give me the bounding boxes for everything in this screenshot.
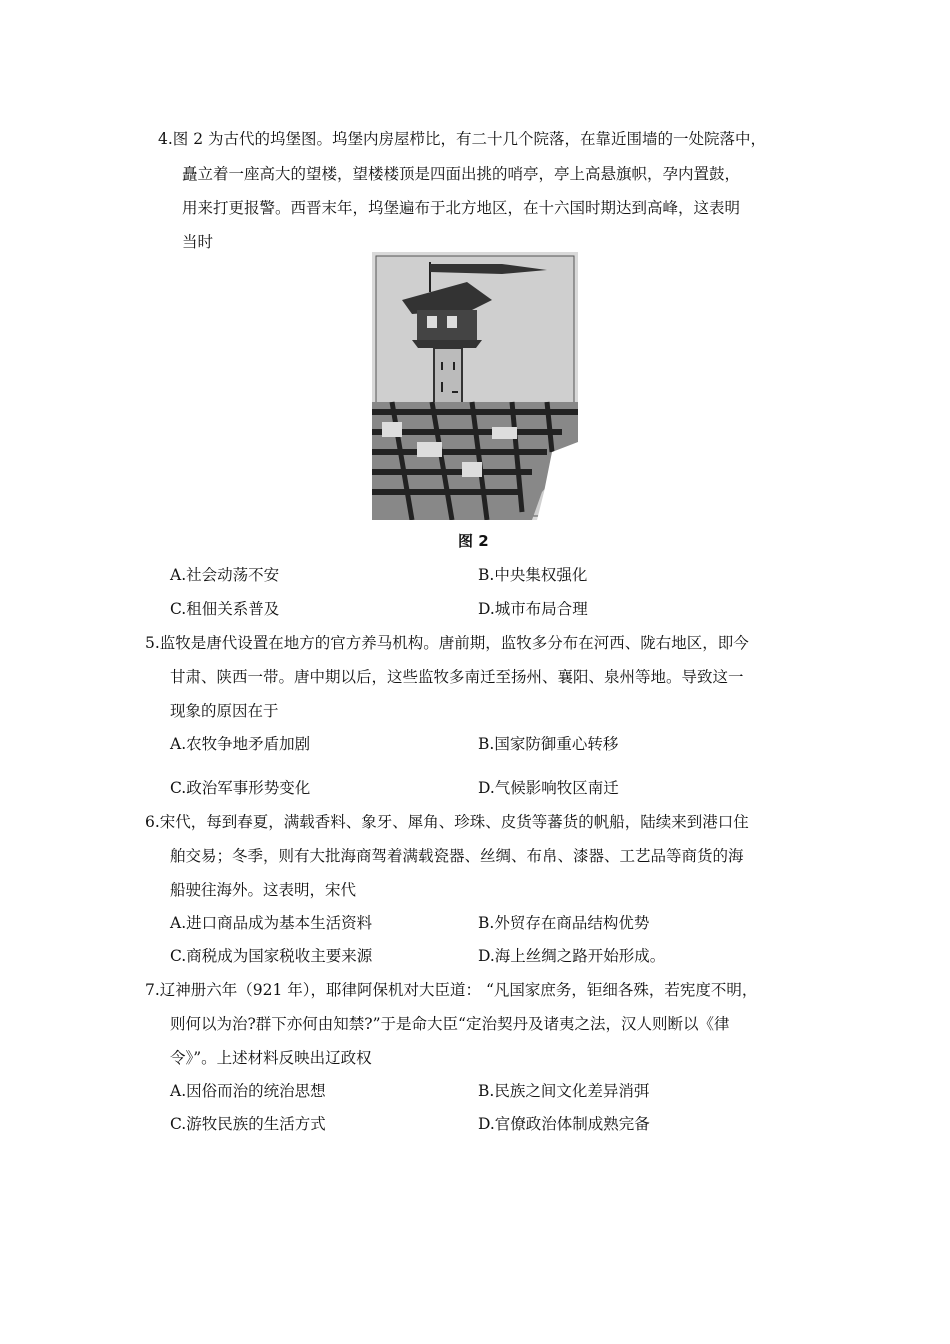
q5-option-d[interactable]: D.气候影响牧区南迁 — [478, 779, 619, 797]
q6-option-b[interactable]: B.外贸存在商品结构优势 — [478, 914, 650, 932]
q4-line-1: 4.图 2 为古代的坞堡图。坞堡内房屋栉比，有二十几个院落，在靠近围墙的一处院落中， — [158, 130, 767, 148]
q4-line-3: 用来打更报警。西晋末年，坞堡遍布于北方地区，在十六国时期达到高峰，这表明 — [182, 199, 741, 217]
q7-option-b[interactable]: B.民族之间文化差异消弭 — [478, 1082, 650, 1100]
q6-line-1: 6.宋代，每到春夏，满载香料、象牙、犀角、珍珠、皮货等蕃货的帆船，陆续来到港口住 — [145, 813, 749, 831]
q7-line-2: 则何以为治?群下亦何由知禁?”于是命大臣“定治契丹及诸夷之法，汉人则断以《律 — [170, 1015, 730, 1033]
q6-line-2: 舶交易；冬季，则有大批海商驾着满载瓷器、丝绸、布帛、漆器、工艺品等商货的海 — [170, 847, 744, 865]
q6-option-c[interactable]: C.商税成为国家税收主要来源 — [170, 947, 373, 965]
q4-line-2: 矗立着一座高大的望楼，望楼楼顶是四面出挑的哨亭，亭上高悬旗帜，孕内置鼓， — [182, 165, 741, 183]
q5-line-1: 5.监牧是唐代设置在地方的官方养马机构。唐前期，监牧多分布在河西、陇右地区，即今 — [145, 634, 749, 652]
q7-option-a[interactable]: A.因俗而治的统治思想 — [170, 1082, 326, 1100]
q5-option-a[interactable]: A.农牧争地矛盾加剧 — [170, 735, 311, 753]
q4-option-c[interactable]: C.租佃关系普及 — [170, 600, 280, 618]
q6-line-3: 船驶往海外。这表明，宋代 — [170, 881, 357, 899]
q4-option-d[interactable]: D.城市布局合理 — [478, 600, 588, 618]
q5-line-2: 甘肃、陕西一带。唐中期以后，这些监牧多南迁至扬州、襄阳、泉州等地。导致这一 — [170, 668, 744, 686]
q7-line-3: 令》”。上述材料反映出辽政权 — [170, 1049, 372, 1067]
q6-option-d[interactable]: D.海上丝绸之路开始形成。 — [478, 947, 666, 965]
q7-option-c[interactable]: C.游牧民族的生活方式 — [170, 1115, 326, 1133]
watchtower-illustration — [372, 252, 578, 520]
q4-line-4: 当时 — [182, 233, 214, 251]
q5-option-c[interactable]: C.政治军事形势变化 — [170, 779, 311, 797]
q5-option-b[interactable]: B.国家防御重心转移 — [478, 735, 619, 753]
q5-line-3: 现象的原因在于 — [170, 702, 279, 720]
q7-line-1: 7.辽神册六年（921 年），耶律阿保机对大臣道： “凡国家庶务，钜细各殊，若宪度不明， — [145, 981, 758, 999]
q7-option-d[interactable]: D.官僚政治体制成熟完备 — [478, 1115, 650, 1133]
q4-option-a[interactable]: A.社会动荡不安 — [170, 566, 280, 584]
q6-option-a[interactable]: A.进口商品成为基本生活资料 — [170, 914, 373, 932]
figure-caption: 图 2 — [458, 532, 489, 550]
q4-option-b[interactable]: B.中央集权强化 — [478, 566, 588, 584]
